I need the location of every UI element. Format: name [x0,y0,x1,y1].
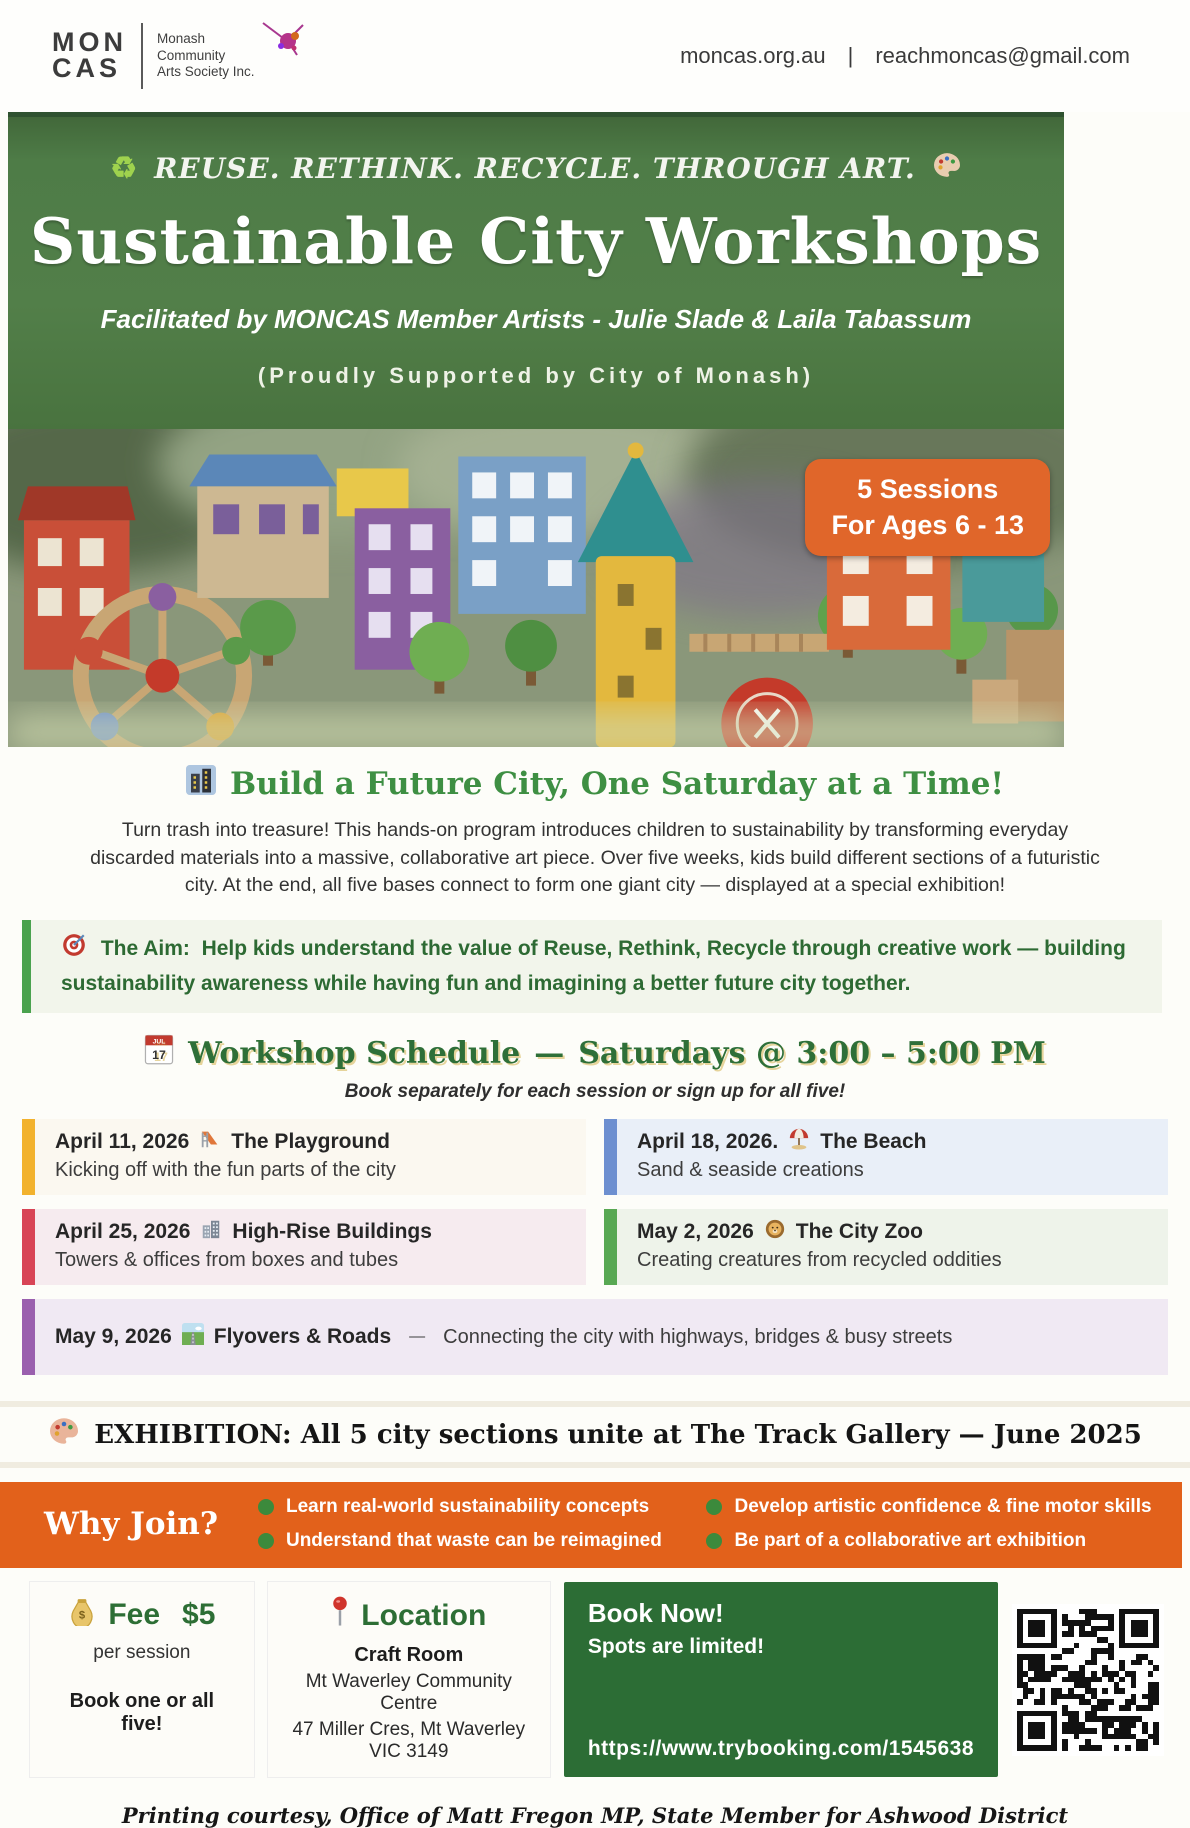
why-join-text: Understand that waste can be reimagined [285,1530,662,1552]
location-room: Craft Room [354,1644,464,1667]
title-banner [8,112,1064,429]
header-contact [680,43,1130,69]
moncas-logo [52,23,315,89]
logo-line-1: MON [52,27,127,58]
session-accent-bar [604,1209,617,1285]
aim-text: Help kids understand the value of Reuse, Rethink, Recycle through creative work — building sustainability awareness while having fun and imagining a better future city together. [61,937,1126,995]
badge-line-2: For Ages 6 - 13 [831,510,1024,541]
facilitators-line: Facilitated by MONCAS Member Artists - Julie Slade & Laila Tabassum [100,304,972,334]
tagline-text: REUSE. RETHINK. RECYCLE. THROUGH ART. [154,152,916,185]
session-dash: — [409,1328,426,1346]
page-title: Sustainable City Workshops [29,204,1043,278]
why-join-text: Develop artistic confidence & fine motor skills [734,1496,1152,1518]
org-line-3: Arts Society Inc. [157,64,255,80]
footer-credit: Printing courtesy, Office of Matt Fregon MP, State Member for Ashwood District [121,1803,1069,1828]
why-join-heading: Why Join? [44,1506,218,1543]
lion-icon [764,1218,786,1246]
city-buildings-icon [186,765,216,803]
contact-separator: | [847,43,854,68]
exhibition-banner [0,1401,1190,1468]
palette-icon [48,1417,80,1452]
session-date: April 18, 2026. [637,1130,779,1154]
moncas-logo-mark [52,27,127,83]
intro-heading [0,765,1190,803]
why-join-item [706,1530,1152,1552]
session-desc: Sand & seaside creations [637,1159,864,1182]
session-card-flyovers [22,1299,1168,1375]
calendar-icon [144,1033,174,1073]
session-card-beach [604,1119,1168,1195]
bullet-icon [706,1499,722,1515]
why-join-text: Learn real-world sustainability concepts [285,1496,650,1518]
why-join-text: Be part of a collaborative art exhibition [734,1530,1087,1552]
schedule-heading [0,1033,1190,1073]
session-title: Flyovers & Roads [213,1325,392,1349]
road-icon [182,1323,204,1351]
schedule-grid [22,1119,1168,1375]
why-join-item [258,1496,671,1518]
aim-box [22,920,1162,1013]
session-date: May 2, 2026 [637,1220,754,1244]
location-venue: Mt Waverley Community Centre [305,1671,512,1715]
session-desc: Connecting the city with highways, bridges & busy streets [443,1325,953,1348]
org-line-1: Monash [157,30,206,46]
beach-umbrella-icon [788,1128,810,1156]
highrise-building-icon [200,1218,222,1246]
logo-line-2: CAS [52,53,122,83]
bottom-info-row [30,1582,1164,1777]
intro-section [0,747,1190,900]
qr-pattern [1017,1609,1159,1751]
why-join-item [706,1496,1152,1518]
session-date: April 25, 2026 [55,1220,191,1244]
svg-text:$: $ [79,1609,86,1622]
session-accent-bar [22,1299,35,1375]
email-link[interactable]: reachmoncas@gmail.com [875,43,1130,68]
intro-paragraph: Turn trash into treasure! This hands-on program introduces children to sustainability by transforming everyday discarded materials into a massive, collaborative art piece. Over five weeks, kids build different sections of a futuristic city. At the end, all five bases connect to form one giant city — displayed at a special exhibition! [90,819,1100,897]
session-title: The City Zoo [795,1220,923,1244]
website-link[interactable]: moncas.org.au [680,43,826,68]
session-title: High-Rise Buildings [232,1220,432,1244]
banner-tagline [28,151,1044,186]
schedule-heading-text: Workshop Schedule [188,1035,521,1071]
target-icon [61,932,87,968]
booking-headline: Book Now! [587,1598,724,1629]
session-card-highrise [22,1209,586,1285]
fee-per-session: per session [93,1642,191,1664]
paint-splat-icon [257,19,309,64]
svg-text:17: 17 [152,1047,166,1062]
schedule-subtitle: Book separately for each session or sign up for all five! [344,1081,846,1103]
session-title: The Playground [231,1130,390,1154]
booking-subline: Spots are limited! [587,1635,765,1659]
bullet-icon [258,1499,274,1515]
city-photo [8,429,1064,747]
svg-text:JUL: JUL [152,1038,166,1046]
fee-label: Fee [108,1598,161,1632]
sessions-badge [805,459,1050,556]
page-header [0,0,1190,112]
location-address: 47 Miller Cres, Mt Waverley VIC 3149 [292,1719,526,1763]
org-line-2: Community [157,47,226,63]
why-join-band [0,1482,1182,1568]
session-desc: Towers & offices from boxes and tubes [55,1249,399,1272]
location-headline [286,1596,532,1636]
intro-heading-text: Build a Future City, One Saturday at a Time! [229,766,1005,802]
session-card-zoo [604,1209,1168,1285]
bullet-icon [258,1533,274,1549]
schedule-heading-dash: — [534,1035,565,1071]
bullet-icon [706,1533,722,1549]
session-card-playground [22,1119,586,1195]
support-line: (Proudly Supported by City of Monash) [257,363,815,388]
exhibition-text: EXHIBITION: All 5 city sections unite at The Track Gallery — June 2025 [94,1419,1142,1450]
org-name [157,31,315,82]
fee-note: Book one or all five! [69,1690,215,1736]
booking-card [564,1582,998,1777]
session-title: The Beach [820,1130,927,1154]
schedule-time: Saturdays @ 3:00 – 5:00 PM [578,1035,1046,1071]
fee-amount: $5 [182,1598,216,1632]
palette-icon [932,152,962,185]
qr-code[interactable] [1012,1604,1164,1756]
session-accent-bar [604,1119,617,1195]
badge-line-1: 5 Sessions [857,474,999,504]
session-accent-bar [22,1119,35,1195]
booking-url-link[interactable]: https://www.trybooking.com/1545638 [587,1737,974,1761]
playground-slide-icon [199,1128,221,1156]
session-date: May 9, 2026 [55,1325,172,1349]
why-join-item [258,1530,671,1552]
session-desc: Creating creatures from recycled oddities [637,1249,1002,1272]
logo-divider [141,23,143,89]
why-join-list [258,1496,1152,1552]
aim-label: The Aim: [100,937,190,961]
session-date: April 11, 2026 [55,1130,190,1154]
session-accent-bar [22,1209,35,1285]
fee-card [30,1582,254,1777]
fee-headline [48,1596,236,1634]
session-desc: Kicking off with the fun parts of the city [55,1159,396,1182]
money-bag-icon [68,1596,96,1634]
location-card [268,1582,550,1777]
location-label: Location [361,1599,487,1633]
recycle-icon: ♻ [110,151,139,186]
map-pin-icon [331,1596,349,1636]
